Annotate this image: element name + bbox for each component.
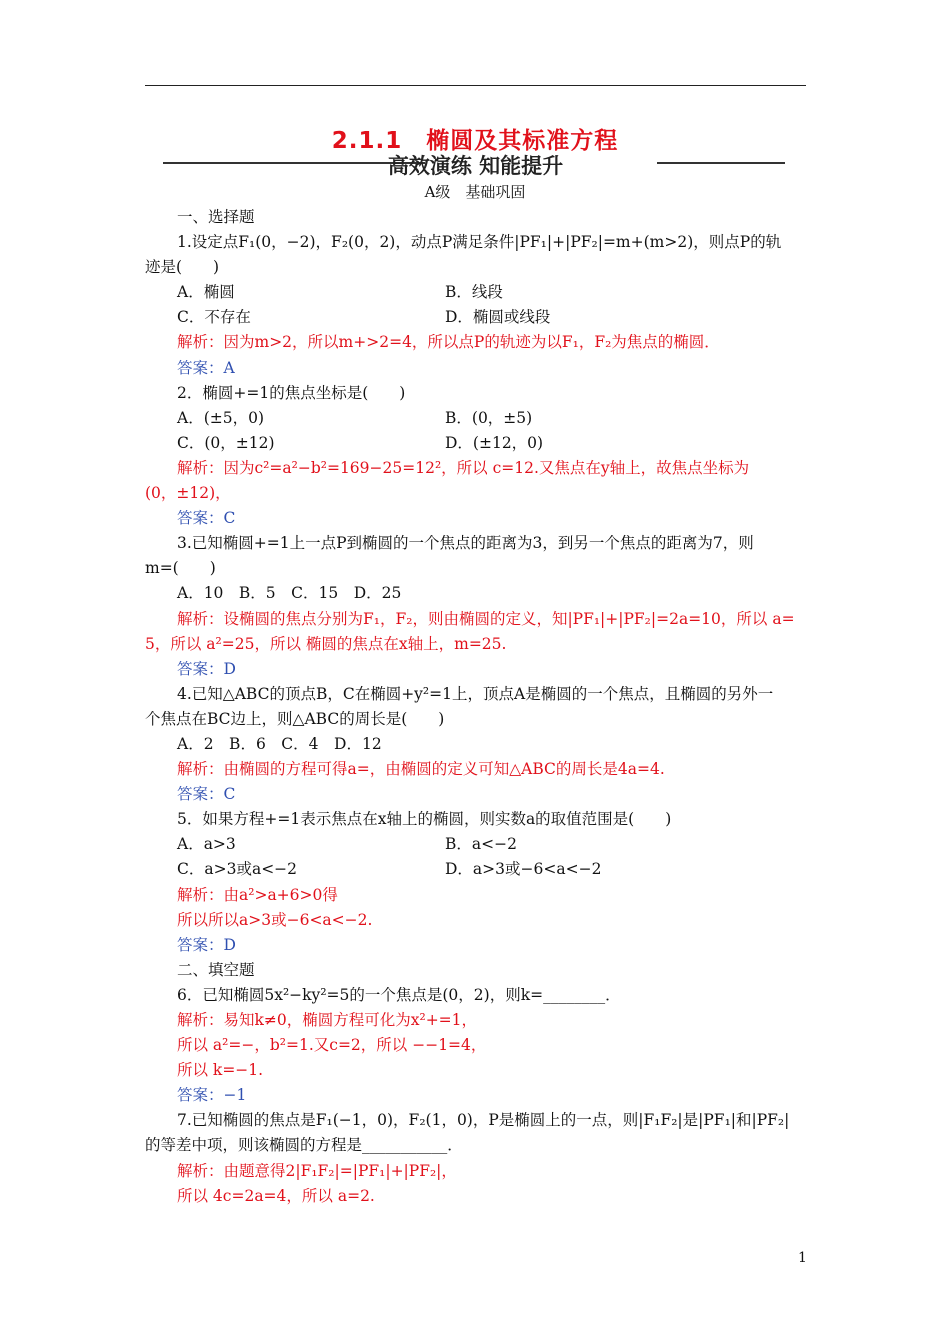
q7-stem-line1: 7.已知椭圆的焦点是F₁(−1，0)，F₂(1，0)，P是椭圆上的一点，则|F₁F₂|是|PF₁|和|PF₂| — [177, 1111, 790, 1130]
q2-option-a: A．(±5，0) — [177, 408, 264, 427]
top-rule — [145, 85, 806, 86]
q3-answer: 答案：D — [177, 659, 236, 678]
q2-stem: 2．椭圆+=1的焦点坐标是( ) — [177, 383, 406, 402]
q5-options-row1 — [145, 832, 808, 857]
q5-answer: 答案：D — [177, 935, 236, 954]
q5-options-row2 — [145, 857, 808, 882]
q1-answer: 答案：A — [177, 358, 235, 377]
q6-analysis-line2: 所以 a²=−，b²=1.又c=2，所以 −−1=4， — [177, 1036, 487, 1055]
q1-options-row2 — [145, 305, 808, 330]
q3-stem-line2: m=( ) — [145, 559, 216, 578]
q2-options-row1 — [145, 406, 808, 431]
subtitle-row — [145, 150, 806, 176]
q2-option-b: B．(0，±5) — [445, 408, 533, 427]
q6-analysis-line3: 所以 k=−1. — [177, 1061, 264, 1080]
q6-answer: 答案：−1 — [177, 1086, 247, 1105]
q5-analysis-line1: 解析：由a²>a+6>0得 — [177, 885, 338, 904]
page-title: 2.1.1 椭圆及其标准方程 — [331, 128, 619, 154]
q5-stem: 5．如果方程+=1表示焦点在x轴上的椭圆，则实数a的取值范围是( ) — [177, 810, 672, 829]
section-choice: 一、选择题 — [177, 208, 255, 226]
q5-option-c: C．a>3或a<−2 — [177, 860, 298, 879]
q4-analysis: 解析：由椭圆的方程可得a=，由椭圆的定义可知△ABC的周长是4a=4. — [177, 760, 665, 779]
q1-option-a: A．椭圆 — [177, 283, 235, 302]
q1-options-row1 — [145, 280, 808, 305]
q3-stem-line1: 3.已知椭圆+=1上一点P到椭圆的一个焦点的距离为3，到另一个焦点的距离为7，则 — [177, 534, 754, 553]
q4-stem-line2: 个焦点在BC边上，则△ABC的周长是( ) — [145, 709, 445, 728]
q3-analysis-line2: 5，所以 a²=25，所以 椭圆的焦点在x轴上，m=25. — [145, 634, 507, 653]
q2-options-row2 — [145, 431, 808, 456]
q4-answer: 答案：C — [177, 785, 236, 804]
q1-stem-line1: 1.设定点F₁(0，−2)，F₂(0，2)，动点P满足条件|PF₁|+|PF₂|=m+(m>2)，则点P的轨 — [177, 233, 782, 252]
page-number: 1 — [798, 1250, 807, 1266]
q2-option-c: C．(0，±12) — [177, 433, 275, 452]
q1-stem-line2: 迹是( ) — [145, 258, 220, 277]
q6-analysis-line1: 解析：易知k≠0，椭圆方程可化为x²+=1， — [177, 1011, 478, 1029]
q1-option-d: D．椭圆或线段 — [445, 308, 551, 327]
q2-answer: 答案：C — [177, 509, 236, 528]
q5-analysis-line2: 所以所以a>3或−6<a<−2. — [177, 910, 373, 929]
q5-option-a: A．a>3 — [177, 835, 236, 854]
level-heading: A级 基础巩固 — [424, 183, 526, 201]
q2-analysis-line2: (0，±12)， — [145, 484, 231, 503]
content — [145, 205, 808, 1209]
section-fill: 二、填空题 — [177, 960, 255, 979]
q4-stem-line1: 4.已知△ABC的顶点B，C在椭圆+y²=1上，顶点A是椭圆的一个焦点，且椭圆的另外一 — [177, 684, 774, 703]
q5-option-d: D．a>3或−6<a<−2 — [445, 860, 602, 879]
q2-analysis-line1: 解析：因为c²=a²−b²=169−25=12²，所以 c=12.又焦点在y轴上，故焦点坐标为 — [177, 458, 750, 477]
q6-stem: 6．已知椭圆5x²−ky²=5的一个焦点是(0，2)，则k=________． — [177, 985, 621, 1004]
q1-option-c: C．不存在 — [177, 308, 251, 327]
q7-analysis-line1: 解析：由题意得2|F₁F₂|=|PF₁|+|PF₂|， — [177, 1161, 457, 1180]
q2-option-d: D．(±12，0) — [445, 433, 544, 452]
q3-options: A．10 B．5 C．15 D．25 — [177, 584, 402, 603]
q4-options: A．2 B．6 C．4 D．12 — [177, 734, 382, 753]
page-subtitle: 高效演练 知能提升 — [387, 154, 564, 178]
q7-analysis-line2: 所以 4c=2a=4，所以 a=2. — [177, 1186, 375, 1205]
q7-stem-line2: 的等差中项，则该椭圆的方程是___________． — [145, 1136, 463, 1155]
q1-option-b: B．线段 — [445, 283, 503, 302]
q5-option-b: B．a<−2 — [445, 835, 517, 854]
q3-analysis-line1: 解析：设椭圆的焦点分别为F₁，F₂，则由椭圆的定义，知|PF₁|+|PF₂|=2a=10，所以 a= — [177, 609, 795, 628]
q1-analysis: 解析：因为m>2，所以m+>2=4，所以点P的轨迹为以F₁，F₂为焦点的椭圆． — [177, 333, 720, 352]
